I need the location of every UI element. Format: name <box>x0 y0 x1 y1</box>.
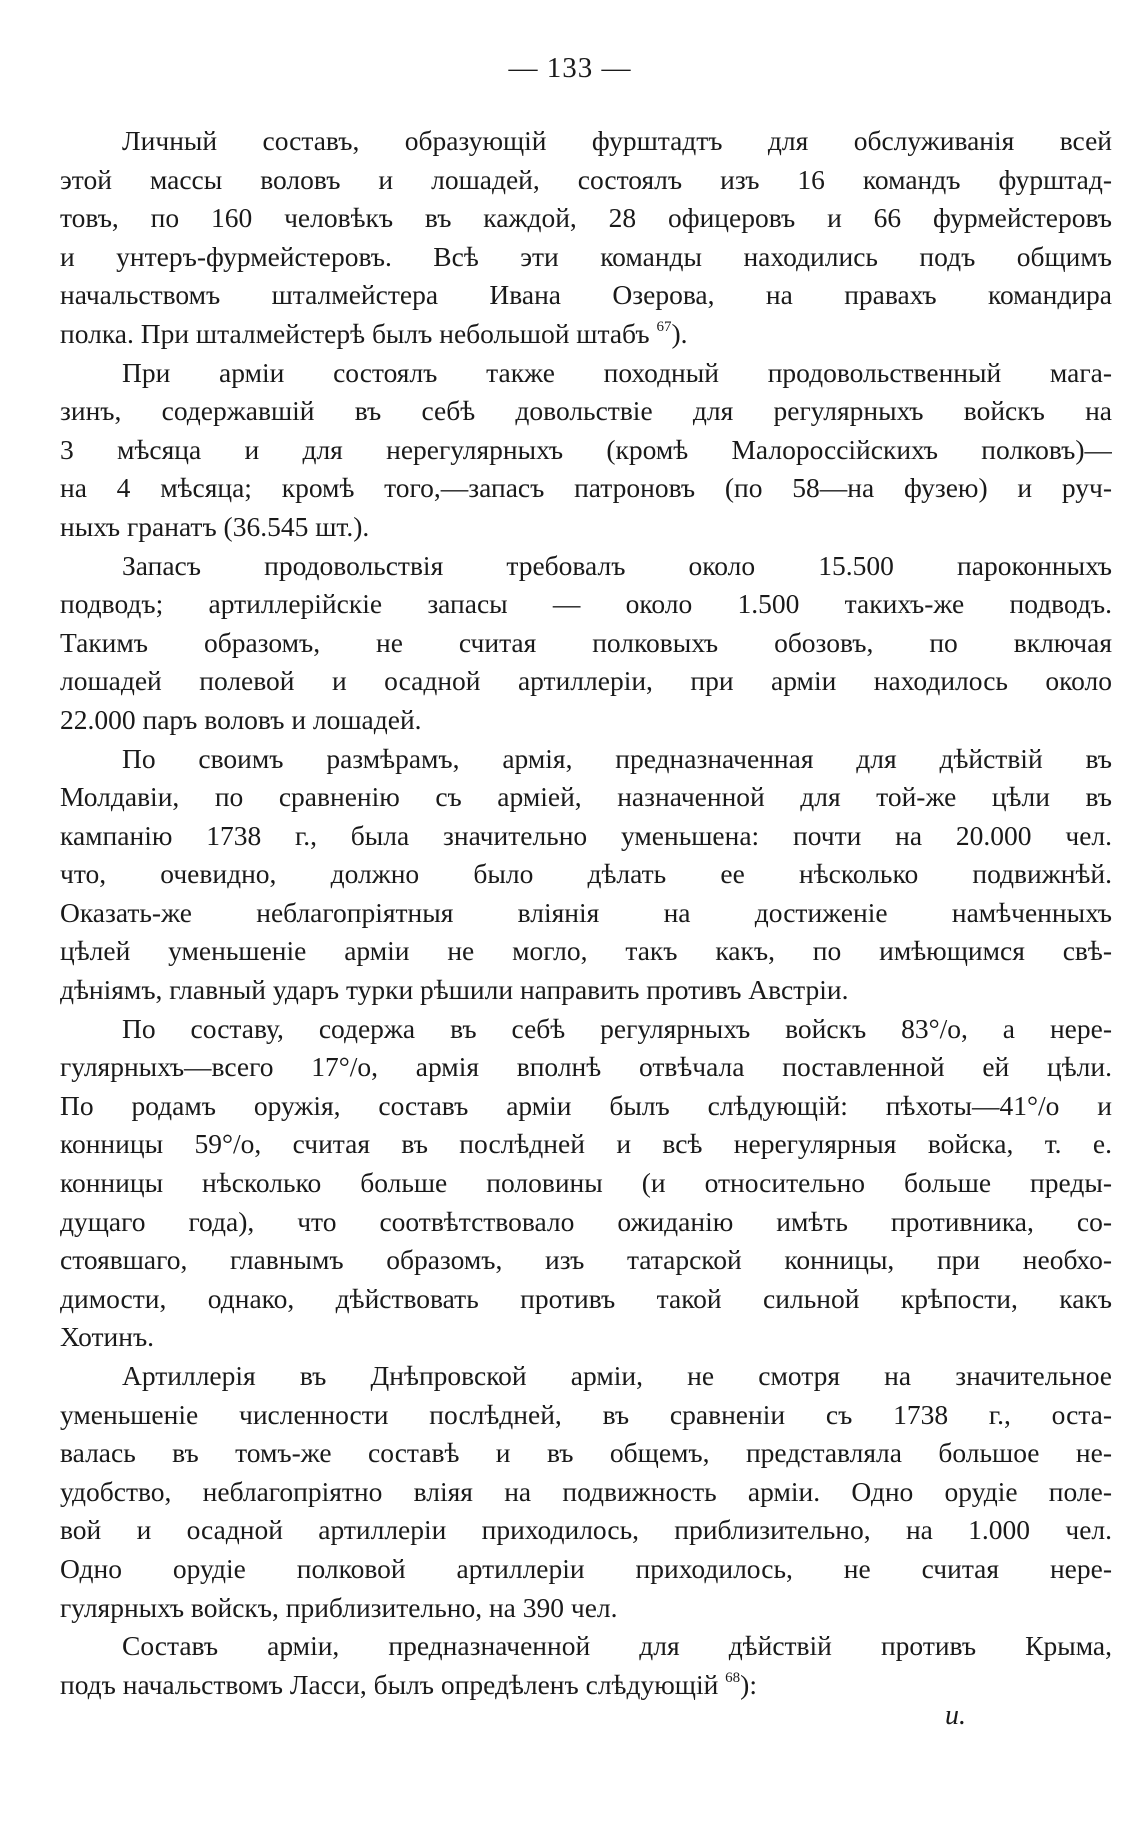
text-line: По составу, содержа въ себѣ регулярныхъ войскъ 83°/о, а нере- <box>122 1012 1112 1044</box>
text-line: Оказать-же неблагопріятныя вліянія на достиженіе намѣченныхъ <box>60 896 1112 928</box>
text-line: зинъ, содержавшій въ себѣ довольствіе для регулярныхъ войскъ на <box>60 395 1112 427</box>
body-text <box>60 122 1112 1704</box>
paragraph <box>60 354 1112 547</box>
paragraph <box>60 740 1112 1010</box>
text-line: гулярныхъ—всего 17°/о, армія вполнѣ отвѣчала поставленной ей цѣли. <box>60 1051 1112 1083</box>
text-line: товъ, по 160 человѣкъ въ каждой, 28 офицеровъ и 66 фурмейстеровъ <box>60 202 1112 234</box>
text-line: По своимъ размѣрамъ, армія, предназначенная для дѣйствій въ <box>122 742 1112 774</box>
text-line: Одно орудіе полковой артиллеріи приходилось, не считая нере- <box>60 1552 1112 1584</box>
text-line: вой и осадной артиллеріи приходилось, приблизительно, на 1.000 чел. <box>60 1514 1112 1546</box>
text-line: уменьшеніе численности послѣдней, въ сравненіи съ 1738 г., оста- <box>60 1398 1112 1430</box>
text-line: лошадей полевой и осадной артиллеріи, при арміи находилось около <box>60 665 1112 697</box>
catchword: и. <box>945 1700 966 1731</box>
text-line: Хотинъ. <box>60 1321 155 1353</box>
text-line: Личный составъ, образующій фурштадтъ для обслуживанія всей <box>122 125 1112 156</box>
text-line: подводъ; артиллерійскіе запасы — около 1.500 такихъ-же подводъ. <box>60 588 1112 620</box>
text-line: валась въ томъ-же составѣ и въ общемъ, представляла большое не- <box>60 1437 1112 1469</box>
text-line: Составъ арміи, предназначенной для дѣйствій противъ Крыма, <box>122 1630 1112 1662</box>
line-text: полка. При шталмейстерѣ былъ небольшой штабъ <box>60 317 650 349</box>
text-line: стоявшаго, главнымъ образомъ, изъ татарской конницы, при необхо- <box>60 1244 1112 1276</box>
paragraph <box>60 547 1112 740</box>
line-text: подъ начальствомъ Ласси, былъ опредѣленъ слѣдующій <box>60 1668 719 1700</box>
text-line: димости, однако, дѣйствовать противъ такой сильной крѣпости, какъ <box>60 1282 1112 1314</box>
text-line: и унтеръ-фурмейстеровъ. Всѣ эти команды находились подъ общимъ <box>60 240 1112 272</box>
text-line: По родамъ оружія, составъ арміи былъ слѣдующій: пѣхоты—41°/о и <box>60 1089 1112 1121</box>
footnote-reference: 68 <box>725 1669 741 1686</box>
text-line <box>60 315 1112 354</box>
text-line: начальствомъ шталмейстера Ивана Озерова, на правахъ командира <box>60 279 1112 311</box>
text-line: удобство, неблагопріятно вліяя на подвижность арміи. Одно орудіе поле- <box>60 1475 1112 1507</box>
text-line: 22.000 паръ воловъ и лошадей. <box>60 703 422 735</box>
text-line: Запасъ продовольствія требовалъ около 15.500 пароконныхъ <box>122 549 1112 581</box>
text-line: дущаго года), что соотвѣтствовало ожиданію имѣть противника, со- <box>60 1205 1112 1237</box>
text-line: кампанію 1738 г., была значительно уменьшена: почти на 20.000 чел. <box>60 819 1112 851</box>
paragraph <box>60 1010 1112 1357</box>
text-line: что, очевидно, должно было дѣлать ее нѣсколько подвижнѣй. <box>60 858 1112 890</box>
text-line: Такимъ образомъ, не считая полковыхъ обозовъ, по включая <box>60 626 1112 658</box>
text-line: 3 мѣсяца и для нерегулярныхъ (кромѣ Малороссійскихъ полковъ)— <box>60 433 1112 465</box>
text-line: конницы 59°/о, считая въ послѣдней и всѣ нерегулярныя войска, т. е. <box>60 1128 1112 1160</box>
paragraph <box>60 1357 1112 1627</box>
text-line: ныхъ гранатъ (36.545 шт.). <box>60 510 370 542</box>
text-line: дѣніямъ, главный ударъ турки рѣшили направить противъ Австріи. <box>60 974 849 1006</box>
text-line: этой массы воловъ и лошадей, состоялъ изъ 16 командъ фурштад- <box>60 163 1112 195</box>
line-tail: ): <box>740 1668 757 1700</box>
text-line: Артиллерія въ Днѣпровской арміи, не смотря на значительное <box>122 1360 1112 1391</box>
text-line <box>60 1666 1112 1705</box>
text-line: Молдавіи, по сравненію съ арміей, назначенной для той-же цѣли въ <box>60 781 1112 813</box>
line-tail: ). <box>671 317 688 349</box>
text-line: гулярныхъ войскъ, приблизительно, на 390 чел. <box>60 1591 618 1623</box>
text-line: на 4 мѣсяца; кромѣ того,—запасъ патроновъ (по 58—на фузею) и руч- <box>60 472 1112 504</box>
text-line: При арміи состоялъ также походный продовольственный мага- <box>122 356 1112 388</box>
text-line: конницы нѣсколько больше половины (и относительно больше преды- <box>60 1167 1112 1199</box>
paragraph <box>60 1627 1112 1704</box>
text-line: цѣлей уменьшеніе арміи не могло, такъ какъ, по имѣющимся свѣ- <box>60 935 1112 967</box>
page-number: — 133 — <box>508 52 632 84</box>
paragraph <box>60 122 1112 354</box>
footnote-reference: 67 <box>656 318 672 335</box>
